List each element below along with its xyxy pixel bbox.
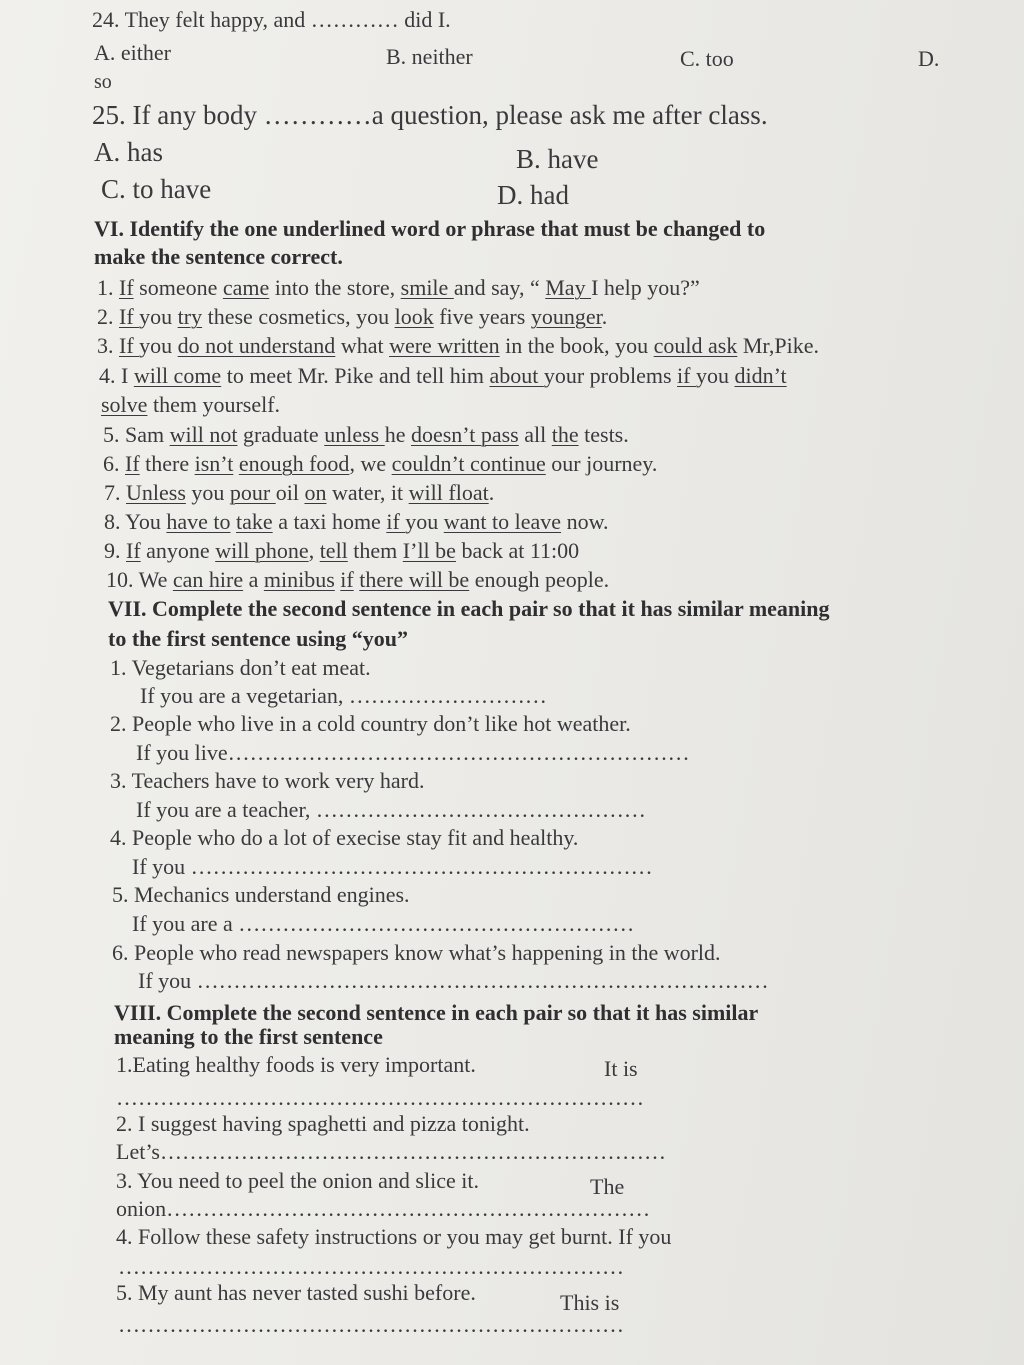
s7-item-1-question: 1. Vegetarians don’t eat meat. bbox=[110, 655, 371, 680]
underlined-phrase: do not understand bbox=[177, 333, 336, 358]
underlined-phrase: minibus bbox=[263, 567, 335, 592]
q25-option-b: B. have bbox=[516, 144, 599, 174]
sentence-text: to meet Mr. Pike and tell him bbox=[221, 363, 490, 388]
underlined-phrase: want to leave bbox=[443, 509, 562, 534]
sentence-text: oil bbox=[275, 480, 305, 505]
sentence-text: tests. bbox=[578, 422, 629, 447]
sentence-text: anyone bbox=[140, 538, 216, 563]
s6-item-line bbox=[101, 393, 280, 417]
underlined-phrase: May bbox=[545, 275, 592, 300]
s8-item-1-answer: ……………………………………………………………… bbox=[116, 1085, 644, 1110]
s8-item-3-answer: onion………………………………………………………… bbox=[116, 1196, 651, 1221]
sentence-text: someone bbox=[133, 275, 223, 300]
underlined-phrase: If bbox=[119, 333, 140, 358]
sentence-text: enough people. bbox=[469, 567, 610, 592]
s8-item-2-answer: Let’s…………………………………………………………… bbox=[116, 1139, 666, 1164]
sentence-text: 5. Sam bbox=[103, 422, 170, 447]
s6-item-line bbox=[103, 423, 629, 447]
sentence-text: them bbox=[347, 538, 403, 563]
s8-item-1-question: 1.Eating healthy foods is very important. bbox=[116, 1052, 476, 1077]
sentence-text: , we bbox=[349, 451, 392, 476]
s6-item-line bbox=[97, 305, 607, 329]
sentence-text: 2. bbox=[97, 304, 119, 329]
s6-item-line bbox=[103, 452, 657, 476]
q24-option-b: B. neither bbox=[386, 44, 473, 69]
sentence-text: your problems bbox=[543, 363, 678, 388]
sentence-text: into the store, bbox=[269, 275, 401, 300]
sentence-text: and say, “ bbox=[453, 275, 546, 300]
sentence-text: you bbox=[139, 333, 178, 358]
underlined-phrase: if bbox=[386, 509, 406, 534]
sentence-text: 3. bbox=[97, 333, 119, 358]
sentence-text: you bbox=[696, 363, 735, 388]
underlined-phrase: came bbox=[222, 275, 270, 300]
s8-item-4-answer: …………………………………………………………… bbox=[118, 1254, 624, 1279]
sentence-text: 4. I bbox=[99, 363, 134, 388]
underlined-phrase: the bbox=[551, 422, 579, 447]
s7-item-6-answer: If you …………………………………………………………………… bbox=[138, 968, 769, 993]
underlined-phrase: If bbox=[119, 275, 134, 300]
underlined-phrase: have to bbox=[166, 509, 231, 534]
s7-item-4-answer: If you ……………………………………………………… bbox=[132, 854, 653, 879]
s6-item-line bbox=[104, 481, 494, 505]
q25-option-a: A. has bbox=[94, 137, 163, 167]
s8-item-3-prompt: The bbox=[590, 1174, 625, 1199]
underlined-phrase: if bbox=[677, 363, 696, 388]
underlined-phrase: take bbox=[236, 509, 273, 534]
section-8-title: VIII. Complete the second sentence in each pair so that it has similar bbox=[114, 1000, 759, 1025]
sentence-text: I help you?” bbox=[591, 275, 700, 300]
s7-item-2-question: 2. People who live in a cold country don’t like hot weather. bbox=[110, 711, 631, 736]
underlined-phrase: can hire bbox=[172, 567, 244, 592]
underlined-phrase: didn’t bbox=[734, 363, 787, 388]
sentence-text: . bbox=[488, 480, 495, 505]
s7-item-3-question: 3. Teachers have to work very hard. bbox=[110, 768, 425, 793]
sentence-text: now. bbox=[561, 509, 609, 534]
section-8-title-cont: meaning to the first sentence bbox=[114, 1024, 383, 1049]
sentence-text: graduate bbox=[237, 422, 325, 447]
underlined-phrase: try bbox=[177, 304, 203, 329]
s8-item-5-answer: …………………………………………………………… bbox=[118, 1312, 624, 1337]
s7-item-3-answer: If you are a teacher, ……………………………………… bbox=[136, 797, 646, 822]
s6-item-line bbox=[99, 364, 787, 388]
underlined-phrase: couldn’t continue bbox=[391, 451, 546, 476]
sentence-text: 1. bbox=[97, 275, 119, 300]
sentence-text: water, it bbox=[326, 480, 409, 505]
sentence-text: 8. You bbox=[104, 509, 167, 534]
sentence-text: what bbox=[335, 333, 390, 358]
sentence-text: 6. bbox=[103, 451, 125, 476]
s6-item-line bbox=[97, 334, 819, 358]
underlined-phrase: younger bbox=[530, 304, 602, 329]
underlined-phrase: enough food bbox=[238, 451, 350, 476]
underlined-phrase: unless bbox=[324, 422, 385, 447]
underlined-phrase: pour bbox=[229, 480, 276, 505]
q25-option-c: C. to have bbox=[101, 174, 212, 204]
sentence-text: you bbox=[185, 480, 230, 505]
section-6-title: VI. Identify the one underlined word or phrase that must be changed to bbox=[94, 216, 766, 241]
sentence-text: them yourself. bbox=[147, 392, 281, 417]
s8-item-1-prompt: It is bbox=[604, 1056, 638, 1081]
underlined-phrase: Unless bbox=[126, 480, 186, 505]
s8-item-3-question: 3. You need to peel the onion and slice it. bbox=[116, 1168, 479, 1193]
sentence-text: , bbox=[308, 538, 320, 563]
underlined-phrase: solve bbox=[101, 392, 148, 417]
underlined-phrase: were written bbox=[389, 333, 500, 358]
s8-item-5-question: 5. My aunt has never tasted sushi before. bbox=[116, 1280, 476, 1305]
sentence-text: 7. bbox=[104, 480, 126, 505]
underlined-phrase: will float bbox=[408, 480, 489, 505]
underlined-phrase: about bbox=[489, 363, 544, 388]
underlined-phrase: could ask bbox=[653, 333, 738, 358]
s7-item-1-answer: If you are a vegetarian, ……………………… bbox=[140, 683, 547, 708]
sentence-text: all bbox=[518, 422, 552, 447]
sentence-text: there bbox=[139, 451, 195, 476]
underlined-phrase: isn’t bbox=[194, 451, 234, 476]
q25-stem: 25. If any body …………a question, please ask me after class. bbox=[92, 100, 768, 130]
sentence-text: a taxi home bbox=[272, 509, 387, 534]
sentence-text: in the book, you bbox=[499, 333, 654, 358]
q24-option-c: C. too bbox=[680, 46, 734, 71]
sentence-text: these cosmetics, you bbox=[202, 304, 395, 329]
sentence-text: our journey. bbox=[545, 451, 658, 476]
sentence-text: you bbox=[139, 304, 178, 329]
q24-option-a: A. either bbox=[94, 40, 171, 65]
underlined-phrase: on bbox=[304, 480, 327, 505]
sentence-text: . bbox=[601, 304, 608, 329]
section-7-title-cont: to the first sentence using “you” bbox=[108, 626, 409, 651]
s6-item-line bbox=[97, 276, 700, 300]
q24-option-d: D. bbox=[918, 46, 940, 71]
s8-item-2-question: 2. I suggest having spaghetti and pizza tonight. bbox=[116, 1111, 530, 1136]
s6-item-line bbox=[104, 510, 609, 534]
s6-item-line bbox=[106, 568, 609, 592]
underlined-phrase: look bbox=[394, 304, 434, 329]
q24-option-d-continued: so bbox=[94, 71, 112, 93]
section-7-title: VII. Complete the second sentence in each pair so that it has similar meaning bbox=[108, 596, 830, 621]
underlined-phrase: If bbox=[126, 538, 141, 563]
underlined-phrase: will come bbox=[133, 363, 222, 388]
underlined-phrase: will not bbox=[169, 422, 238, 447]
underlined-phrase: will phone bbox=[215, 538, 309, 563]
sentence-text: 9. bbox=[104, 538, 126, 563]
sentence-text: a bbox=[243, 567, 264, 592]
s7-item-6-question: 6. People who read newspapers know what’s happening in the world. bbox=[112, 940, 721, 965]
sentence-text: he bbox=[384, 422, 411, 447]
q25-option-d: D. had bbox=[497, 180, 569, 210]
s7-item-2-answer: If you live……………………………………………………… bbox=[136, 740, 690, 765]
sentence-text: Mr,Pike. bbox=[737, 333, 819, 358]
underlined-phrase: If bbox=[119, 304, 140, 329]
s7-item-4-question: 4. People who do a lot of execise stay fit and healthy. bbox=[110, 825, 579, 850]
sentence-text: 10. We bbox=[106, 567, 173, 592]
underlined-phrase: I’ll be bbox=[402, 538, 456, 563]
s7-item-5-question: 5. Mechanics understand engines. bbox=[112, 882, 410, 907]
underlined-phrase: if bbox=[340, 567, 354, 592]
s6-item-line bbox=[104, 539, 579, 563]
sentence-text: back at 11:00 bbox=[455, 538, 580, 563]
s7-item-5-answer: If you are a ……………………………………………… bbox=[132, 911, 635, 936]
q24-stem: 24. They felt happy, and ………… did I. bbox=[92, 7, 451, 32]
section-6-title-cont: make the sentence correct. bbox=[94, 244, 343, 269]
underlined-phrase: smile bbox=[400, 275, 454, 300]
sentence-text: you bbox=[405, 509, 444, 534]
s8-item-4-question: 4. Follow these safety instructions or you may get burnt. If you bbox=[116, 1224, 672, 1249]
underlined-phrase: tell bbox=[319, 538, 348, 563]
s8-item-5-prompt: This is bbox=[560, 1290, 620, 1315]
underlined-phrase: doesn’t pass bbox=[410, 422, 519, 447]
sentence-text: five years bbox=[433, 304, 531, 329]
underlined-phrase: If bbox=[125, 451, 140, 476]
underlined-phrase: there will be bbox=[359, 567, 470, 592]
